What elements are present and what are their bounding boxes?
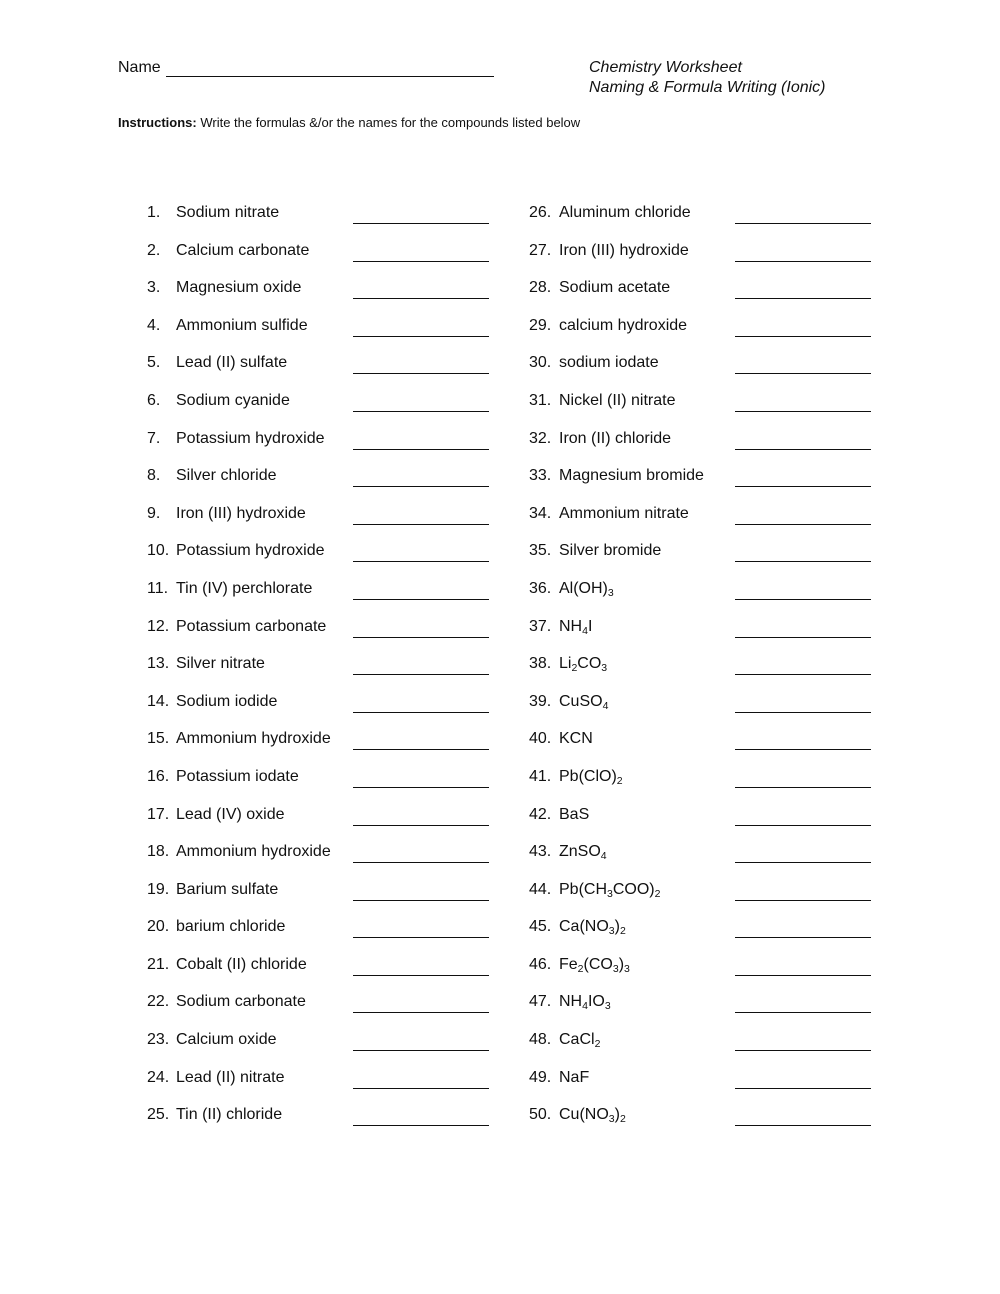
question-row xyxy=(529,768,889,806)
question-number: 2. xyxy=(147,241,161,259)
compound-label xyxy=(559,1069,589,1087)
compound-label xyxy=(559,1031,600,1049)
question-number: 24. xyxy=(147,1068,170,1086)
formula-text: calcium hydroxide xyxy=(559,316,688,334)
question-row xyxy=(147,730,507,768)
question-number: 42. xyxy=(529,805,552,823)
question-row xyxy=(529,1106,889,1144)
question-number: 6. xyxy=(147,391,161,409)
compound-label: barium chloride xyxy=(176,918,286,936)
answer-blank[interactable] xyxy=(353,222,489,224)
answer-blank[interactable] xyxy=(735,560,871,562)
question-number: 50. xyxy=(529,1106,552,1124)
compound-label: Calcium oxide xyxy=(176,1031,277,1049)
answer-blank[interactable] xyxy=(353,786,489,788)
formula-subscript: 2 xyxy=(616,774,623,787)
question-row xyxy=(147,1106,507,1144)
question-number: 43. xyxy=(529,843,552,861)
answer-blank[interactable] xyxy=(735,786,871,788)
answer-blank[interactable] xyxy=(353,1124,489,1126)
formula-text: COO) xyxy=(612,880,655,898)
formula-text: ) xyxy=(614,918,620,936)
formula-subscript: 4 xyxy=(582,624,588,637)
question-number: 17. xyxy=(147,805,170,823)
left-question-column xyxy=(147,204,507,1144)
title-line-1: Chemistry Worksheet xyxy=(589,59,742,76)
compound-label xyxy=(559,655,607,673)
formula-subscript: 4 xyxy=(600,850,607,863)
answer-blank[interactable] xyxy=(353,636,489,638)
formula-subscript: 2 xyxy=(619,1113,626,1126)
answer-blank[interactable] xyxy=(735,1049,871,1051)
compound-label: Potassium carbonate xyxy=(176,617,327,635)
compound-label: Tin (II) chloride xyxy=(176,1106,283,1124)
question-number: 48. xyxy=(529,1031,552,1049)
answer-blank[interactable] xyxy=(735,372,871,374)
question-number: 47. xyxy=(529,993,552,1011)
compound-label: Tin (IV) perchlorate xyxy=(176,579,313,597)
answer-blank[interactable] xyxy=(735,711,871,713)
compound-label: Silver chloride xyxy=(176,467,277,485)
compound-label xyxy=(559,618,592,636)
question-row xyxy=(529,918,889,956)
question-row xyxy=(529,467,889,505)
formula-subscript: 2 xyxy=(654,887,661,900)
compound-label: Potassium hydroxide xyxy=(176,429,325,447)
compound-label xyxy=(559,392,675,410)
question-number: 29. xyxy=(529,316,552,334)
compound-label: Potassium hydroxide xyxy=(176,542,325,560)
question-row xyxy=(529,843,889,881)
compound-label xyxy=(559,430,671,448)
compound-label: Barium sulfate xyxy=(176,880,279,898)
question-number: 44. xyxy=(529,880,552,898)
formula-text: ZnSO xyxy=(559,843,601,861)
question-number: 8. xyxy=(147,467,161,485)
question-row xyxy=(529,354,889,392)
answer-blank[interactable] xyxy=(735,1087,871,1089)
answer-blank[interactable] xyxy=(735,899,871,901)
compound-label: Calcium carbonate xyxy=(176,241,310,259)
compound-label: Sodium iodide xyxy=(176,692,278,710)
question-row xyxy=(147,956,507,994)
answer-blank[interactable] xyxy=(735,448,871,450)
compound-label xyxy=(559,354,659,372)
name-field xyxy=(118,58,494,77)
compound-label xyxy=(559,693,608,711)
question-number: 21. xyxy=(147,955,170,973)
compound-label xyxy=(559,317,687,335)
question-number: 46. xyxy=(529,955,552,973)
answer-blank[interactable] xyxy=(735,1011,871,1013)
formula-subscript: 3 xyxy=(607,586,614,599)
compound-label xyxy=(559,806,589,824)
answer-blank[interactable] xyxy=(353,861,489,863)
formula-text: CO xyxy=(577,655,602,673)
question-row xyxy=(529,580,889,618)
answer-blank[interactable] xyxy=(353,1087,489,1089)
question-number: 22. xyxy=(147,993,170,1011)
formula-subscript: 4 xyxy=(602,699,609,712)
title-line-2: Naming & Formula Writing (Ionic) xyxy=(589,79,826,96)
formula-subscript: 3 xyxy=(612,962,619,975)
formula-text: Sodium acetate xyxy=(559,279,671,297)
compound-label: Cobalt (II) chloride xyxy=(176,955,307,973)
compound-label xyxy=(559,993,611,1011)
name-blank-line[interactable] xyxy=(166,58,494,77)
answer-blank[interactable] xyxy=(735,335,871,337)
formula-text: NaF xyxy=(559,1068,590,1086)
compound-label: Sodium cyanide xyxy=(176,391,290,409)
question-number: 12. xyxy=(147,617,170,635)
formula-text: CuSO xyxy=(559,692,603,710)
answer-blank[interactable] xyxy=(353,485,489,487)
answer-blank[interactable] xyxy=(353,372,489,374)
question-row xyxy=(147,693,507,731)
answer-blank[interactable] xyxy=(735,861,871,863)
formula-subscript: 3 xyxy=(608,1113,615,1126)
question-row xyxy=(147,542,507,580)
answer-blank[interactable] xyxy=(735,673,871,675)
question-row xyxy=(529,392,889,430)
formula-text: sodium iodate xyxy=(559,354,659,372)
answer-blank[interactable] xyxy=(353,1011,489,1013)
answer-blank[interactable] xyxy=(735,410,871,412)
question-row xyxy=(529,730,889,768)
compound-label: Magnesium oxide xyxy=(176,279,302,297)
question-number: 30. xyxy=(529,354,552,372)
question-row xyxy=(147,467,507,505)
answer-blank[interactable] xyxy=(735,1124,871,1126)
question-number: 10. xyxy=(147,542,170,560)
question-number: 28. xyxy=(529,279,552,297)
answer-blank[interactable] xyxy=(353,748,489,750)
answer-blank[interactable] xyxy=(353,936,489,938)
formula-text: Aluminum chloride xyxy=(559,204,691,221)
answer-blank[interactable] xyxy=(735,974,871,976)
compound-label xyxy=(559,580,614,598)
answer-blank[interactable] xyxy=(353,410,489,412)
answer-blank[interactable] xyxy=(353,711,489,713)
formula-text: ) xyxy=(618,955,625,973)
instructions-label: Instructions: xyxy=(118,115,197,130)
compound-label xyxy=(559,768,623,786)
question-number: 36. xyxy=(529,579,552,597)
compound-label: Lead (II) sulfate xyxy=(176,354,288,372)
formula-text: Al(OH) xyxy=(559,579,608,597)
question-row xyxy=(147,1031,507,1069)
question-row xyxy=(529,279,889,317)
question-number: 41. xyxy=(529,767,552,785)
answer-blank[interactable] xyxy=(735,598,871,600)
question-row xyxy=(529,881,889,919)
question-row xyxy=(147,430,507,468)
question-number: 34. xyxy=(529,504,552,522)
compound-label: Ammonium hydroxide xyxy=(176,843,331,861)
answer-blank[interactable] xyxy=(353,824,489,826)
answer-blank[interactable] xyxy=(735,485,871,487)
question-number: 4. xyxy=(147,316,161,334)
answer-blank[interactable] xyxy=(353,523,489,525)
formula-text: Fe xyxy=(559,955,578,973)
answer-blank[interactable] xyxy=(735,748,871,750)
question-number: 19. xyxy=(147,880,170,898)
formula-subscript: 2 xyxy=(619,925,626,938)
compound-label xyxy=(559,467,704,485)
question-row xyxy=(529,655,889,693)
formula-text: Cu(NO xyxy=(559,1106,609,1124)
worksheet-title xyxy=(589,58,826,98)
question-number: 39. xyxy=(529,692,552,710)
question-number: 20. xyxy=(147,918,170,936)
question-number: 23. xyxy=(147,1031,170,1049)
question-number: 5. xyxy=(147,354,161,372)
formula-subscript: 3 xyxy=(607,887,613,900)
question-row xyxy=(529,693,889,731)
question-row xyxy=(147,505,507,543)
question-row xyxy=(529,430,889,468)
answer-blank[interactable] xyxy=(353,974,489,976)
question-number: 31. xyxy=(529,391,552,409)
formula-text: NH xyxy=(559,617,583,635)
compound-label: Ammonium sulfide xyxy=(176,316,308,334)
question-number: 9. xyxy=(147,504,161,522)
instructions xyxy=(118,115,580,130)
question-number: 38. xyxy=(529,655,552,673)
question-row xyxy=(529,317,889,355)
instructions-text: Write the formulas &/or the names for the compounds listed below xyxy=(196,115,581,130)
question-row xyxy=(529,204,889,242)
question-row xyxy=(147,768,507,806)
right-question-column xyxy=(529,204,889,1144)
name-label: Name xyxy=(118,59,161,76)
question-row xyxy=(147,993,507,1031)
answer-blank[interactable] xyxy=(353,560,489,562)
formula-text: Ammonium nitrate xyxy=(559,504,689,522)
formula-subscript: 3 xyxy=(604,1000,611,1013)
question-number: 14. xyxy=(147,692,170,710)
answer-blank[interactable] xyxy=(353,260,489,262)
formula-text: (CO xyxy=(583,955,613,973)
compound-label xyxy=(559,542,661,560)
formula-subscript: 4 xyxy=(582,1000,588,1013)
question-row xyxy=(147,618,507,656)
compound-label xyxy=(559,505,689,523)
question-row xyxy=(147,279,507,317)
compound-label xyxy=(559,918,626,936)
formula-text: Silver bromide xyxy=(559,542,662,560)
answer-blank[interactable] xyxy=(735,222,871,224)
answer-blank[interactable] xyxy=(735,260,871,262)
question-row xyxy=(147,918,507,956)
question-number: 35. xyxy=(529,542,552,560)
formula-text: Iron (III) hydroxide xyxy=(559,241,689,259)
answer-blank[interactable] xyxy=(353,673,489,675)
question-row xyxy=(529,993,889,1031)
compound-label: Potassium iodate xyxy=(176,767,299,785)
question-number: 15. xyxy=(147,730,170,748)
formula-subscript: 2 xyxy=(577,962,584,975)
formula-subscript: 2 xyxy=(571,662,578,675)
question-number: 40. xyxy=(529,730,552,748)
question-number: 27. xyxy=(529,241,552,259)
question-row xyxy=(529,956,889,994)
question-row xyxy=(529,505,889,543)
question-row xyxy=(529,806,889,844)
question-number: 1. xyxy=(147,204,161,221)
question-number: 13. xyxy=(147,655,170,673)
question-row xyxy=(529,618,889,656)
formula-text: Magnesium bromide xyxy=(559,467,704,485)
compound-label xyxy=(559,1106,626,1124)
question-number: 16. xyxy=(147,767,170,785)
question-row xyxy=(147,204,507,242)
question-number: 25. xyxy=(147,1106,170,1124)
compound-label xyxy=(559,843,607,861)
question-row xyxy=(147,843,507,881)
question-number: 49. xyxy=(529,1068,552,1086)
formula-text: Pb(ClO) xyxy=(559,767,617,785)
question-number: 37. xyxy=(529,617,552,635)
question-number: 7. xyxy=(147,429,161,447)
compound-label: Iron (III) hydroxide xyxy=(176,504,306,522)
formula-text: Iron (II) chloride xyxy=(559,429,672,447)
answer-blank[interactable] xyxy=(353,297,489,299)
formula-text: ) xyxy=(614,1106,620,1124)
compound-label xyxy=(559,242,689,260)
question-row xyxy=(147,317,507,355)
question-number: 3. xyxy=(147,279,161,297)
compound-label: Lead (IV) oxide xyxy=(176,805,285,823)
compound-label: Lead (II) nitrate xyxy=(176,1068,285,1086)
question-number: 33. xyxy=(529,467,552,485)
question-row xyxy=(147,881,507,919)
question-row xyxy=(529,242,889,280)
compound-label xyxy=(559,956,630,974)
formula-subscript: 3 xyxy=(601,662,608,675)
answer-blank[interactable] xyxy=(353,1049,489,1051)
compound-label: Ammonium hydroxide xyxy=(176,730,331,748)
formula-text: KCN xyxy=(559,730,593,748)
answer-blank[interactable] xyxy=(353,899,489,901)
question-row xyxy=(147,1069,507,1107)
question-row xyxy=(147,392,507,430)
answer-blank[interactable] xyxy=(353,448,489,450)
formula-subscript: 2 xyxy=(594,1038,601,1051)
formula-text: Pb(CH xyxy=(559,880,608,898)
formula-text: CaCl xyxy=(559,1031,595,1049)
formula-subscript: 3 xyxy=(624,962,630,975)
formula-text: IO xyxy=(587,993,605,1011)
formula-text: BaS xyxy=(559,805,590,823)
question-number: 26. xyxy=(529,204,552,221)
question-number: 32. xyxy=(529,429,552,447)
answer-blank[interactable] xyxy=(353,598,489,600)
answer-blank[interactable] xyxy=(735,936,871,938)
compound-label: Sodium nitrate xyxy=(176,204,280,221)
question-row xyxy=(147,354,507,392)
question-row xyxy=(529,1031,889,1069)
formula-text: I xyxy=(587,617,593,635)
compound-label xyxy=(559,730,593,748)
formula-text: Ca(NO xyxy=(559,918,609,936)
formula-text: Nickel (II) nitrate xyxy=(559,391,676,409)
question-row xyxy=(529,1069,889,1107)
answer-blank[interactable] xyxy=(735,636,871,638)
answer-blank[interactable] xyxy=(735,297,871,299)
question-row xyxy=(147,242,507,280)
question-row xyxy=(147,655,507,693)
compound-label xyxy=(559,881,660,899)
answer-blank[interactable] xyxy=(735,824,871,826)
compound-label xyxy=(559,279,670,297)
formula-text: Li xyxy=(559,655,572,673)
question-number: 18. xyxy=(147,843,170,861)
compound-label: Sodium carbonate xyxy=(176,993,306,1011)
question-number: 11. xyxy=(147,579,169,597)
question-row xyxy=(147,580,507,618)
question-row xyxy=(529,542,889,580)
formula-subscript: 3 xyxy=(608,925,615,938)
answer-blank[interactable] xyxy=(353,335,489,337)
compound-label xyxy=(559,204,691,222)
question-number: 45. xyxy=(529,918,552,936)
formula-text: NH xyxy=(559,993,583,1011)
question-row xyxy=(147,806,507,844)
answer-blank[interactable] xyxy=(735,523,871,525)
compound-label: Silver nitrate xyxy=(176,655,265,673)
